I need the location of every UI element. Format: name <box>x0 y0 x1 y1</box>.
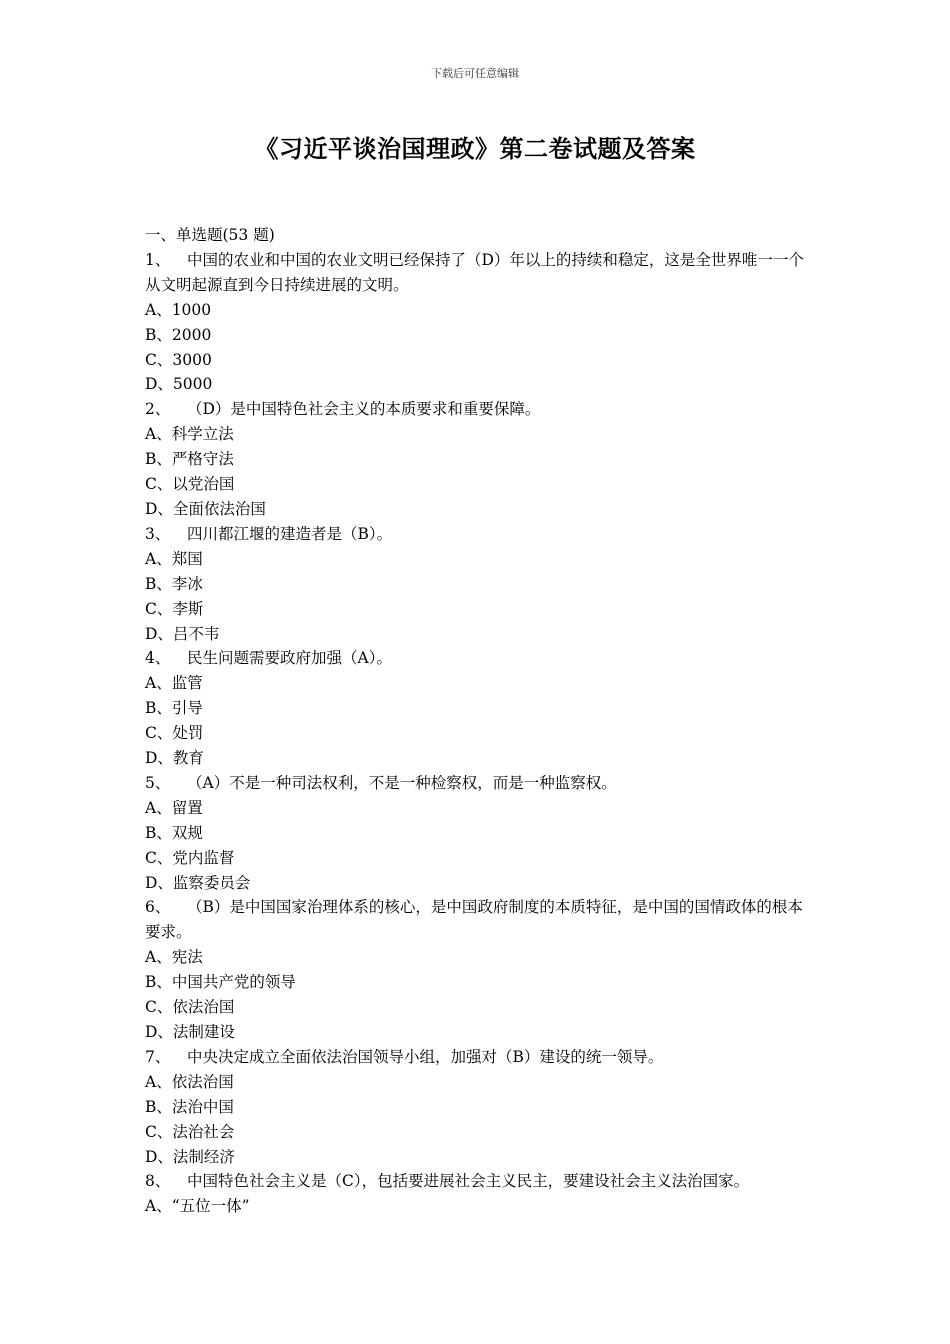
option: C、党内监督 <box>145 848 235 867</box>
option: C、法治社会 <box>145 1122 235 1141</box>
question-text: 中央决定成立全面依法治国领导小组，加强对（B）建设的统一领导。 <box>187 1047 664 1066</box>
question-number: 3、 <box>145 524 171 543</box>
option: A、“五位一体” <box>145 1197 250 1216</box>
option: A、监管 <box>145 674 203 693</box>
question-number: 5、 <box>145 773 171 792</box>
option: A、科学立法 <box>145 425 234 444</box>
option: C、依法治国 <box>145 998 235 1017</box>
question-8 <box>145 1169 810 1194</box>
option: B、严格守法 <box>145 450 234 469</box>
question-7 <box>145 1045 810 1070</box>
question-2 <box>145 397 810 422</box>
option: C、处罚 <box>145 724 204 743</box>
option: D、法制经济 <box>145 1147 235 1166</box>
question-text: 中国特色社会主义是（C），包括要进展社会主义民主，要建设社会主义法治国家。 <box>187 1172 750 1191</box>
option: B、法治中国 <box>145 1097 234 1116</box>
question-1 <box>145 248 810 298</box>
question-number: 1、 <box>145 250 171 269</box>
option: B、中国共产党的领导 <box>145 973 296 992</box>
question-number: 2、 <box>145 400 171 419</box>
question-text: （A）不是一种司法权利，不是一种检察权，而是一种监察权。 <box>187 773 617 792</box>
option: D、教育 <box>145 749 204 768</box>
option: D、监察委员会 <box>145 873 251 892</box>
option: C、以党治国 <box>145 475 235 494</box>
question-5 <box>145 771 810 796</box>
option: A、依法治国 <box>145 1072 234 1091</box>
option: D、吕不韦 <box>145 624 220 643</box>
option: C、3000 <box>145 350 212 369</box>
option: A、留置 <box>145 798 203 817</box>
question-number: 4、 <box>145 649 171 668</box>
document-body <box>145 223 810 1219</box>
question-text: 民生问题需要政府加强（A）。 <box>187 649 392 668</box>
option: B、李冰 <box>145 574 203 593</box>
question-6 <box>145 895 810 945</box>
question-text: （B）是中国国家治理体系的核心，是中国政府制度的本质特征，是中国的国情政体的根本要求。 <box>145 898 803 942</box>
option: A、宪法 <box>145 948 203 967</box>
option: C、李斯 <box>145 599 204 618</box>
option: A、郑国 <box>145 549 203 568</box>
option: D、5000 <box>145 375 213 394</box>
question-number: 6、 <box>145 898 171 917</box>
question-text: （D）是中国特色社会主义的本质要求和重要保障。 <box>187 400 541 419</box>
question-4 <box>145 646 810 671</box>
page-header: 下载后可任意编辑 <box>431 67 519 80</box>
question-number: 8、 <box>145 1172 171 1191</box>
question-3 <box>145 522 810 547</box>
option: B、引导 <box>145 699 203 718</box>
option: B、2000 <box>145 325 212 344</box>
question-text: 四川都江堰的建造者是（B）。 <box>187 524 393 543</box>
section-heading: 一、单选题(53 题) <box>145 226 275 244</box>
option: B、双规 <box>145 823 203 842</box>
option: A、1000 <box>145 300 212 319</box>
document-title: 《习近平谈治国理政》第二卷试题及答案 <box>254 134 696 163</box>
option: D、法制建设 <box>145 1023 235 1041</box>
option: D、全面依法治国 <box>145 499 266 518</box>
question-number: 7、 <box>145 1047 171 1066</box>
question-text: 中国的农业和中国的农业文明已经保持了（D）年以上的持续和稳定，这是全世界唯一一个从文明起源直到今日持续进展的文明。 <box>145 250 804 294</box>
